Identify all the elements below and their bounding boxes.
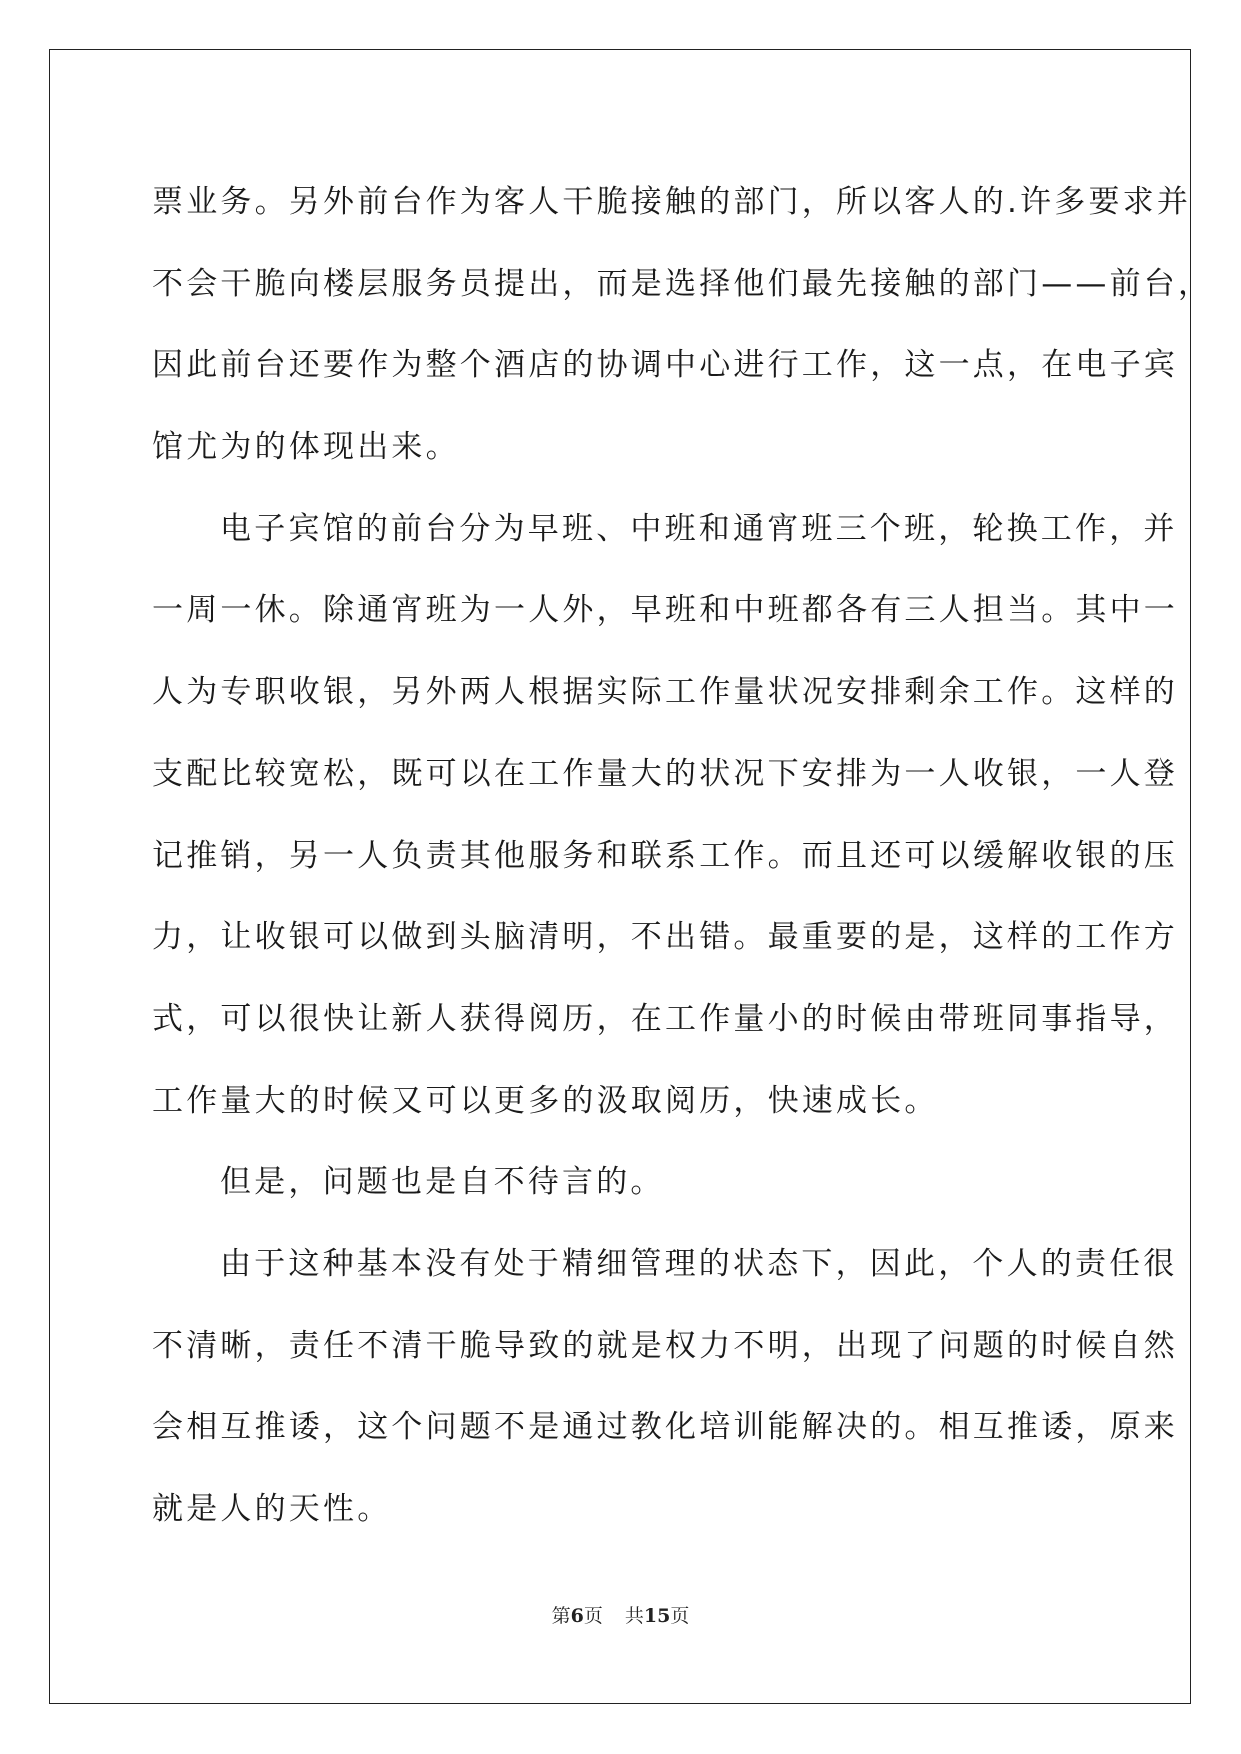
page-number-suffix: 页 [583, 1605, 603, 1627]
page-number: 6 [570, 1605, 584, 1627]
page-footer [0, 1601, 1241, 1628]
total-pages: 15 [643, 1605, 671, 1627]
text-line: 馆尤为的体现出来。 [152, 429, 460, 466]
total-pages-suffix: 页 [670, 1605, 690, 1627]
text-line: 票业务。另外前台作为客人干脆接触的部门，所以客人的.许多要求并 [152, 184, 1192, 220]
text-line: 人为专职收银，另外两人根据实际工作量状况安排剩余工作。这样的 [152, 674, 1178, 711]
text-line: 式，可以很快让新人获得阅历，在工作量小的时候由带班同事指导， [152, 1000, 1178, 1037]
text-line: 会相互推诿，这个问题不是通过教化培训能解决的。相互推诿，原来 [152, 1409, 1178, 1446]
text-line: 一周一休。除通宵班为一人外，早班和中班都各有三人担当。其中一 [152, 592, 1178, 629]
text-line: 支配比较宽松，既可以在工作量大的状况下安排为一人收银，一人登 [152, 755, 1178, 792]
text-line: 电子宾馆的前台分为早班、中班和通宵班三个班，轮换工作，并 [220, 510, 1178, 547]
text-line: 记推销，另一人负责其他服务和联系工作。而且还可以缓解收银的压 [152, 837, 1178, 874]
total-pages-prefix: 共 [624, 1605, 644, 1627]
paragraph [152, 162, 1213, 489]
paragraph [152, 1224, 1178, 1551]
text-line: 工作量大的时候又可以更多的汲取阅历，快速成长。 [152, 1082, 939, 1119]
text-line: 不会干脆向楼层服务员提出，而是选择他们最先接触的部门——前台， [152, 265, 1213, 302]
paragraph [152, 1142, 1090, 1224]
text-line: 力，让收银可以做到头脑清明，不出错。最重要的是，这样的工作方 [152, 919, 1178, 956]
text-line: 由于这种基本没有处于精细管理的状态下，因此，个人的责任很 [220, 1245, 1178, 1282]
text-line: 不清晰，责任不清干脆导致的就是权力不明，出现了问题的时候自然 [152, 1327, 1178, 1364]
text-line: 因此前台还要作为整个酒店的协调中心进行工作，这一点，在电子宾 [152, 347, 1178, 384]
paragraph [152, 489, 1178, 1143]
document-body [152, 162, 1213, 1551]
page-number-prefix: 第 [551, 1605, 571, 1627]
text-line: 就是人的天性。 [152, 1491, 392, 1527]
text-line: 但是，问题也是自不待言的。 [220, 1164, 665, 1201]
